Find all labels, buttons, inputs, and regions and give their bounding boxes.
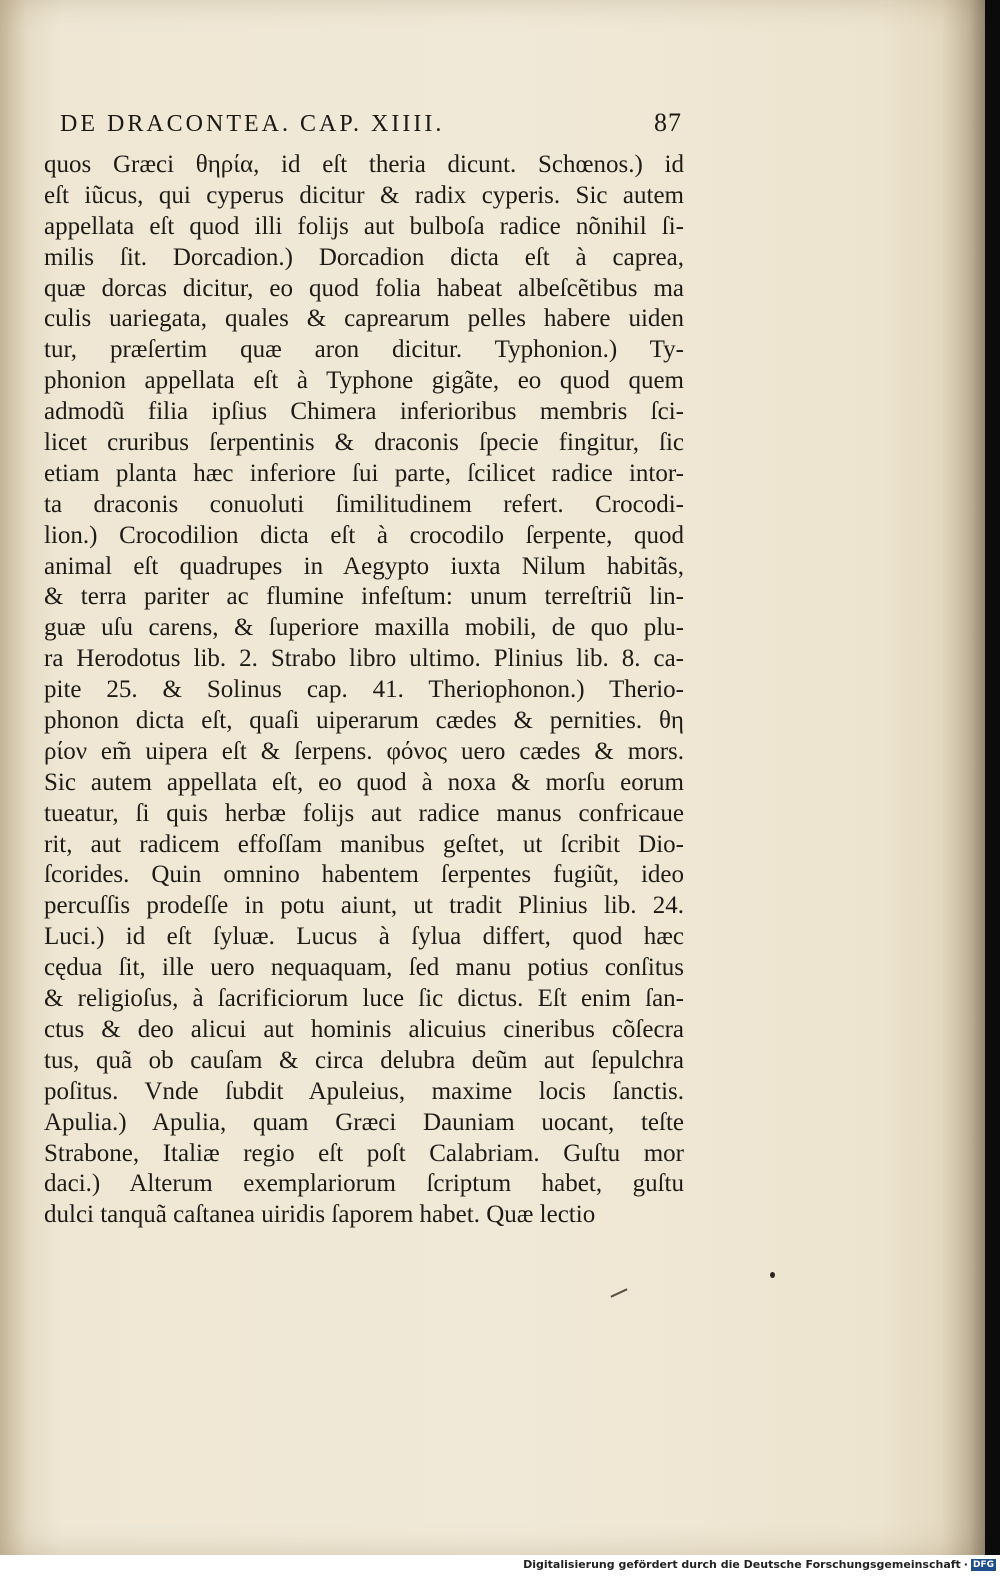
text-line: percuſſis prodeſſe in potu aiunt, ut tradit Plinius lib. 24. <box>44 892 684 920</box>
text-line: tueatur, ſi quis herbæ folijs aut radice manus confricaue <box>44 799 684 827</box>
text-line: culis uariegata, quales & caprearum pelles habere uiden <box>44 305 684 333</box>
page-gutter-shadow <box>940 0 985 1555</box>
text-line: ctus & deo alicui aut hominis alicuius cineribus cõſecra <box>44 1015 684 1043</box>
text-line: tus, quã ob cauſam & circa delubra deũm aut ſepulchra <box>44 1046 684 1074</box>
digitization-credit: Digitalisierung gefördert durch die Deutsche Forschungsgemeinschaft · DFG <box>523 1558 994 1571</box>
text-line: quos Græci θηρία, id eſt theria dicunt. Schœnos.) id <box>44 151 684 178</box>
text-line: guæ uſu carens, & ſuperiore maxilla mobili, de quo plu- <box>44 614 684 642</box>
text-line: quæ dorcas dicitur, eo quod folia habeat albeſcẽtibus ma <box>44 274 684 302</box>
text-line: milis ſit. Dorcadion.) Dorcadion dicta eſt à caprea, <box>44 243 684 271</box>
text-line: ta draconis conuoluti ſimilitudinem refert. Crocodi- <box>44 490 684 518</box>
text-line: tur, præſertim quæ aron dicitur. Typhonion.) Ty- <box>44 336 684 364</box>
running-head <box>60 108 682 138</box>
text-line: appellata eſt quod illi folijs aut bulboſa radice nõnihil ſi- <box>44 212 684 240</box>
text-line: phonion appellata eſt à Typhone gigãte, eo quod quem <box>44 367 684 395</box>
text-line: cędua ſit, ille uero nequaquam, ſed manu potius conſitus <box>44 954 684 982</box>
running-head-title: DE DRACONTEA. CAP. XIIII. <box>60 111 445 137</box>
text-line: lion.) Crocodilion dicta eſt à crocodilo ſerpente, quod <box>44 521 684 549</box>
text-line: phonon dicta eſt, quaſi uiperarum cædes & pernities. θη <box>44 707 684 735</box>
text-line: ſcorides. Quin omnino habentem ſerpentes fugiũt, ideo <box>44 861 684 889</box>
text-line: etiam planta hæc inferiore ſui parte, ſcilicet radice intor- <box>44 459 684 487</box>
text-line: ρίον em̃ uipera eſt & ſerpens. φόνος uero cædes & mors. <box>44 737 684 765</box>
text-line: pite 25. & Solinus cap. 41. Theriophonon.) Therio- <box>44 676 684 704</box>
page-number: 87 <box>654 108 682 137</box>
body-text <box>44 150 684 1231</box>
ink-stroke <box>610 1288 627 1297</box>
dfg-logo: DFG <box>972 1559 994 1570</box>
text-line: poſitus. Vnde ſubdit Apuleius, maxime locis ſanctis. <box>44 1077 684 1105</box>
ink-spot <box>770 1272 775 1278</box>
text-line: rit, aut radicem effoſſam manibus geſtet, ut ſcribit Dio- <box>44 830 684 858</box>
text-line: & religioſus, à ſacrificiorum luce ſic dictus. Eſt enim ſan- <box>44 985 684 1013</box>
credit-text: Digitalisierung gefördert durch die Deutsche Forschungsgemeinschaft <box>523 1558 961 1571</box>
text-line: ra Herodotus lib. 2. Strabo libro ultimo. Plinius lib. 8. ca- <box>44 645 684 673</box>
text-line: & terra pariter ac flumine infeſtum: unum terreſtriũ lin- <box>44 583 684 611</box>
text-line: eſt iũcus, qui cyperus dicitur & radix cyperis. Sic autem <box>44 181 684 209</box>
text-line: Apulia.) Apulia, quam Græci Dauniam uocant, teſte <box>44 1108 684 1136</box>
text-line: Luci.) id eſt ſyluæ. Lucus à ſylua differt, quod hæc <box>44 923 684 951</box>
text-line: animal eſt quadrupes in Aegypto iuxta Nilum habitãs, <box>44 552 684 580</box>
text-line: Strabone, Italiæ regio eſt poſt Calabriam. Guſtu mor <box>44 1139 684 1167</box>
text-line: daci.) Alterum exemplariorum ſcriptum habet, guſtu <box>44 1170 684 1198</box>
text-line: dulci tanquã caſtanea uiridis ſaporem habet. Quæ lectio <box>44 1201 596 1229</box>
text-line: Sic autem appellata eſt, eo quod à noxa & morſu eorum <box>44 768 684 796</box>
text-line: licet cruribus ſerpentinis & draconis ſpecie fingitur, ſic <box>44 429 684 457</box>
text-line: admodũ filia ipſius Chimera inferioribus membris ſci- <box>44 398 684 426</box>
